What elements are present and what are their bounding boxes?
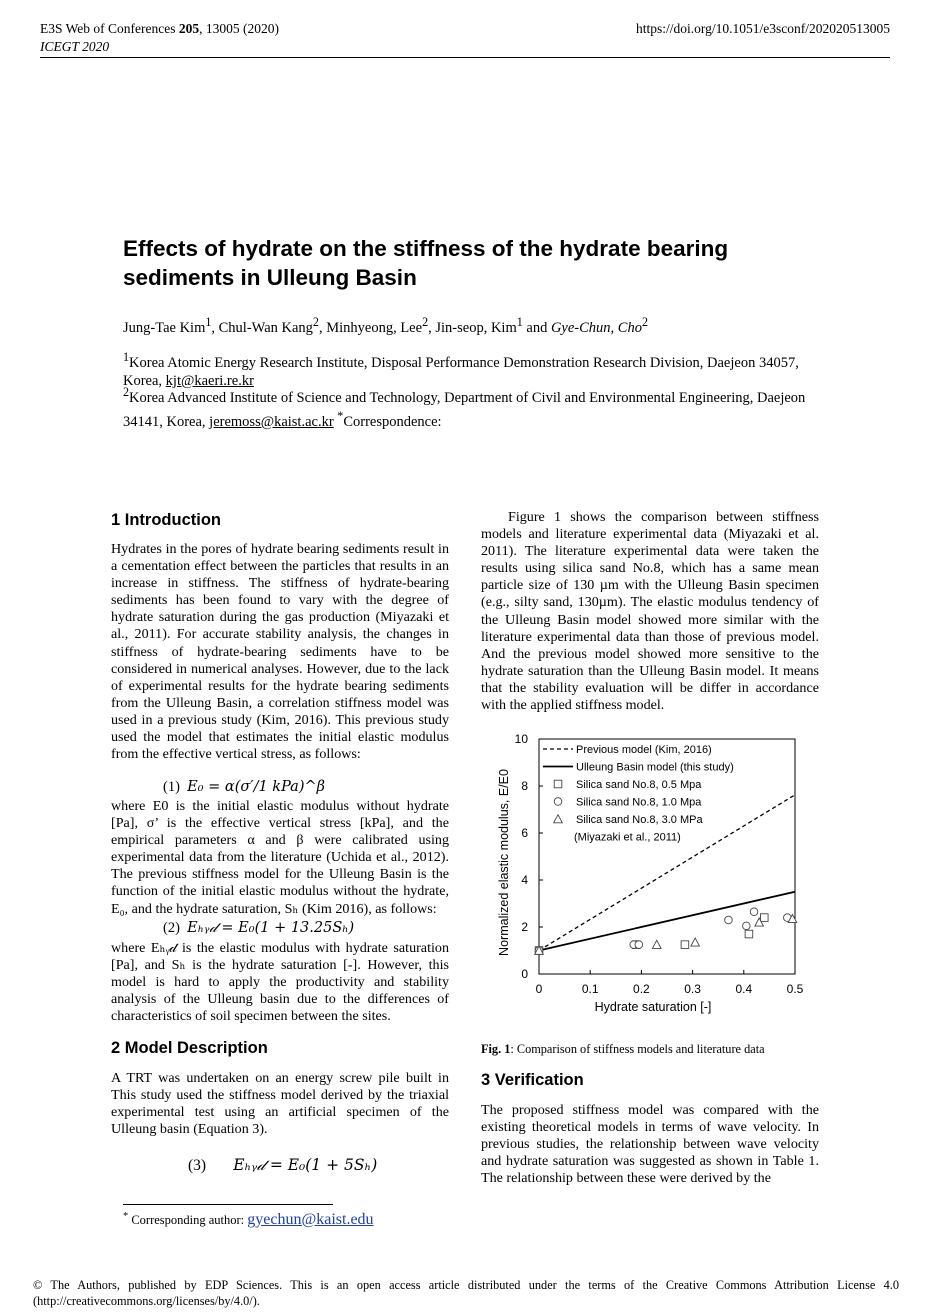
- legend-entry: Ulleung Basin model (this study): [576, 761, 734, 774]
- author-name: Gye-Chun, Cho: [550, 319, 642, 336]
- y-tick-label: 8: [521, 779, 528, 793]
- x-tick-label: 0.5: [786, 982, 804, 996]
- intro-paragraph-3: where Eₕᵧ𝒹 is the elastic modulus with hydrate saturation [Pa], and Sₕ is the hydrate saturation [-]. However, this model is hard to apply the productivity and stability analysis of the Ulleung basin due to the differences of characteristics of soil specimen between the sites.: [111, 940, 449, 1025]
- verification-paragraph: The proposed stiffness model was compared with the existing theoretical models in terms of wave velocity. In previous studies, the relationship between wave velocity and hydrate saturation was suggested as shown in Table 1. The relationship between these were derived by the: [481, 1102, 819, 1187]
- y-tick-label: 0: [521, 967, 528, 981]
- section-heading-verification: 3 Verification: [481, 1071, 584, 1089]
- data-point-circle: [725, 916, 733, 924]
- x-tick-label: 0.4: [735, 982, 753, 996]
- legend-note: (Miyazaki et al., 2011): [574, 831, 681, 844]
- corresponding-email-link[interactable]: gyechun@kaist.edu: [247, 1211, 374, 1229]
- x-tick-label: 0.1: [581, 982, 599, 996]
- ulleung-model-line: [539, 892, 795, 951]
- legend-marker-triangle: [554, 815, 563, 823]
- legend-entry: Silica sand No.8, 1.0 Mpa: [576, 796, 702, 809]
- x-axis-label: Hydrate saturation [-]: [594, 1000, 712, 1014]
- author-affiliation-mark: 1: [516, 315, 523, 329]
- conference-name: ICEGT 2020: [40, 39, 110, 54]
- corresponding-author-footnote: * Corresponding author: gyechun@kaist.edu: [123, 1211, 374, 1229]
- intro-paragraph-1: Hydrates in the pores of hydrate bearing sediments result in a cementation effect between the particles that results in an increase in stiffness. The stiffness of hydrate-bearing sediments has been found to vary with the degree of hydrate saturation during the gas production (Miyazaki et al., 2011). For accurate stability analysis, the changes in stiffness of hydrate-bearing sediments have to be considered in numerical analyses. However, due to the lack of experimental results for the hydrate bearing sediments from the Ulleung Basin, a correlation stiffness model was used in a previous study (Kim, 2016). This previous study used the model that estimates the initial elastic modulus from the effective vertical stress, as follows:: [111, 541, 449, 763]
- legend-entry: Silica sand No.8, 3.0 MPa: [576, 814, 703, 826]
- footnote-rule: [123, 1204, 333, 1205]
- y-tick-label: 4: [521, 873, 528, 887]
- author-list: Jung-Tae Kim$^1$, Chul-Wan Kang$^2$, Minhyeong, Lee$^2$, Jin-seop, Kim$^1$ and Gye-Chun, Cho$^2$: [123, 315, 649, 336]
- data-point-circle: [750, 908, 758, 916]
- y-tick-label: 10: [514, 732, 528, 746]
- data-point-square: [745, 930, 753, 938]
- author-name: Jung-Tae Kim: [123, 319, 206, 336]
- equation-2: (2) Eₕᵧ𝒹 = E₀(1 + 13.25Sₕ): [163, 920, 355, 936]
- legend-marker-square: [554, 780, 562, 788]
- author-name: Minhyeong, Lee: [326, 319, 423, 336]
- affiliation-1: $^1$Korea Atomic Energy Research Institute, Disposal Performance Demonstration Research Division, Daejeon 34057, Korea, kjt@kaeri.re.kr: [123, 350, 799, 389]
- author-name: Jin-seop, Kim: [435, 319, 517, 336]
- y-tick-label: 6: [521, 826, 528, 840]
- data-point-triangle: [691, 938, 700, 946]
- data-point-circle: [635, 941, 643, 949]
- x-tick-label: 0: [535, 982, 543, 996]
- author-affiliation-mark: 2: [641, 315, 649, 329]
- author-affiliation-mark: 2: [312, 315, 319, 329]
- y-axis-label: Normalized elastic modulus, E/E0: [497, 769, 511, 956]
- header-rule: [40, 57, 890, 58]
- author-name: Chul-Wan Kang: [218, 319, 313, 336]
- affiliation-2: $^2$Korea Advanced Institute of Science and Technology, Department of Civil and Environmental Engineering, Daejeon 34141, Korea, jeremoss@kaist.ac.kr *Correspondence:: [123, 385, 806, 430]
- author-affiliation-mark: 2: [422, 315, 429, 329]
- x-tick-label: 0.2: [633, 982, 650, 996]
- y-tick-label: 2: [521, 920, 528, 934]
- paper-title: Effects of hydrate on the stiffness of the hydrate bearing sediments in Ulleung Basin: [123, 236, 729, 290]
- license-notice: © The Authors, published by EDP Sciences. This is an open access article distributed under the terms of the Creative Commons Attribution License 4.0 (http://creativecommons.org/licenses/by/4.0/).: [33, 1278, 899, 1308]
- results-paragraph: Figure 1 shows the comparison between stiffness models and literature experimental data (Miyazaki et al. 2011). The literature experimental data were taken the results using silica sand No.8, which has a same mean particle size of 130 µm with the Ulleung Basin specimen (e.g., silty sand, 130µm). The elastic modulus tendency of the Ulleung Basin model showed more similar with the literature experimental data than those of previous model. And the previous model showed more sensitive to the hydrate saturation than the Ulleung Basin model. It means that the stability evaluation will be differ in accordance with the applied stiffness model.: [481, 509, 819, 714]
- section-heading-model: 2 Model Description: [111, 1039, 268, 1057]
- data-point-square: [760, 914, 768, 922]
- data-point-square: [681, 941, 689, 949]
- author-affiliation-mark: 1: [205, 315, 212, 329]
- equation-1: (1) E₀ = α(σ′/1 kPa)^β: [163, 779, 326, 795]
- legend-entry: Silica sand No.8, 0.5 Mpa: [576, 779, 702, 791]
- model-paragraph-1: A TRT was undertaken on an energy screw pile built in This study used the stiffness model derived by the triaxial experimental test using an artificial specimen of the Ulleung basin (Equation 3).: [111, 1070, 449, 1138]
- figure-caption: Fig. 1: Comparison of stiffness models and literature data: [481, 1042, 765, 1056]
- intro-paragraph-2: where E0 is the initial elastic modulus without hydrate [Pa], σ’ is the effective vertical stress [kPa], and the empirical parameters α and β were calibrated using experimental data from the literature (Uchida et al., 2012). The previous stiffness model for the Ulleung Basin is the function of the initial elastic modulus without the hydrate, E₀, and the hydrate saturation, Sₕ (Kim 2016), as follows:: [111, 798, 449, 917]
- data-point-triangle: [652, 940, 661, 948]
- email-link[interactable]: kjt@kaeri.re.kr: [165, 372, 254, 389]
- data-point-circle: [743, 922, 751, 930]
- email-link[interactable]: jeremoss@kaist.ac.kr: [209, 413, 334, 430]
- doi-link[interactable]: https://doi.org/10.1051/e3sconf/202020513005: [636, 21, 890, 36]
- plot-frame: [539, 739, 795, 974]
- legend-entry: Previous model (Kim, 2016): [576, 744, 712, 756]
- legend-marker-circle: [554, 798, 562, 806]
- x-tick-label: 0.3: [684, 982, 701, 996]
- section-heading-introduction: 1 Introduction: [111, 511, 221, 529]
- stiffness-comparison-chart: [486, 726, 816, 1026]
- journal-citation: E3S Web of Conferences 205, 13005 (2020): [40, 21, 280, 36]
- equation-3: (3) Eₕᵧ𝒹 = E₀(1 + 5Sₕ): [188, 1156, 378, 1174]
